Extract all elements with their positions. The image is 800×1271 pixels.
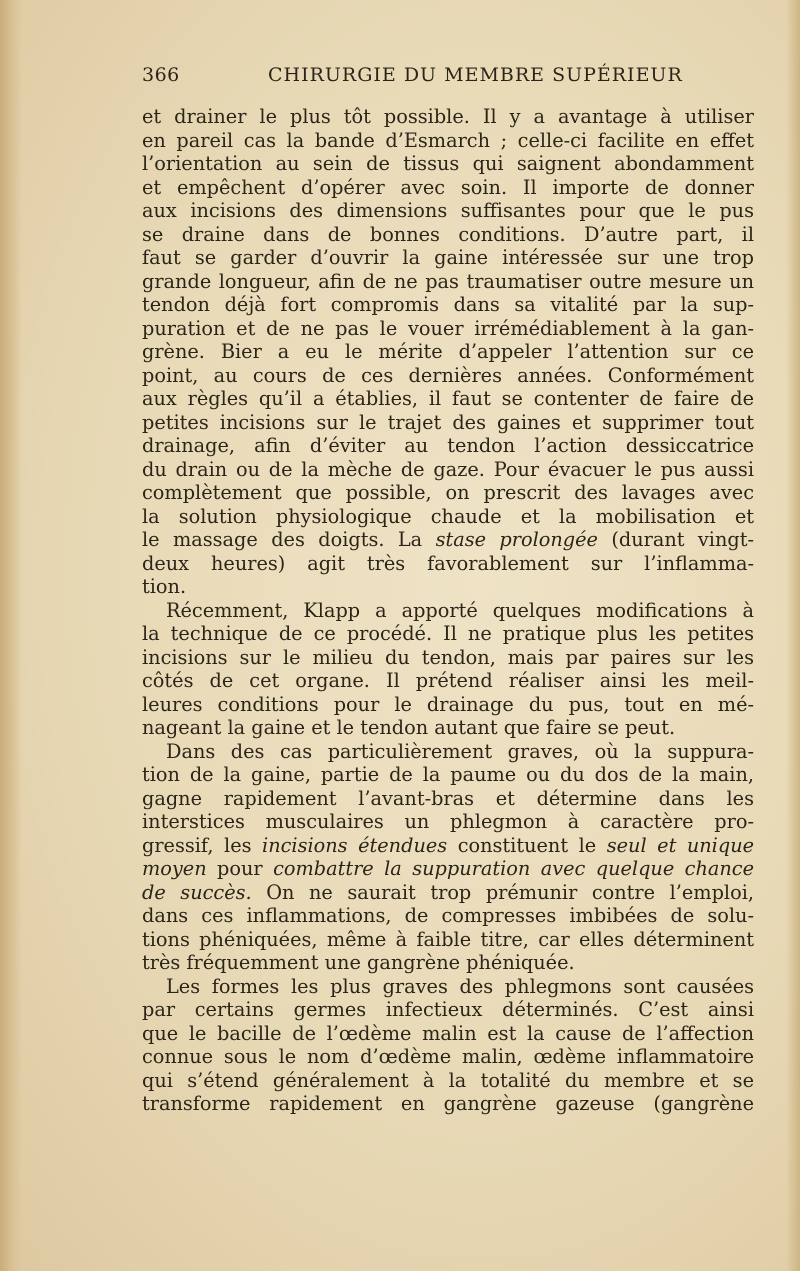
text-segment: en pareil cas la bande d’Esmarch ; celle-ci facilite en effet bbox=[142, 128, 754, 152]
text-segment: gagne rapidement l’avant-bras et détermine dans les bbox=[142, 786, 754, 810]
text-line bbox=[142, 152, 754, 176]
text-line bbox=[142, 1069, 754, 1093]
text-segment: petites incisions sur le trajet des gaines et supprimer tout bbox=[142, 410, 754, 434]
italic-text: seul et unique bbox=[606, 833, 755, 857]
text-line bbox=[142, 1092, 754, 1116]
text-segment: tendon déjà fort compromis dans sa vitalité par la sup- bbox=[142, 293, 754, 316]
text-line bbox=[142, 763, 754, 787]
italic-text: combattre la suppuration avec quelque chance bbox=[273, 857, 754, 880]
text-segment: transforme rapidement en gangrène gazeuse (gangrène bbox=[142, 1092, 754, 1115]
text-segment: par certains germes infectieux déterminés. C’est ainsi bbox=[142, 998, 754, 1021]
text-segment: qui s’étend généralement à la totalité du membre et se bbox=[142, 1068, 754, 1092]
italic-text: incisions étendues bbox=[262, 833, 448, 857]
text-line bbox=[142, 528, 754, 552]
text-segment: deux heures) agit très favorablement sur l’inflamma- bbox=[142, 551, 754, 575]
text-segment: grène. Bier a eu le mérite d’appeler l’attention sur ce bbox=[142, 340, 754, 363]
text-segment: l’orientation au sein de tissus qui saignent abondamment bbox=[142, 152, 754, 175]
text-segment: tion. bbox=[142, 575, 187, 598]
text-line bbox=[142, 669, 754, 693]
page-number: 366 bbox=[142, 64, 180, 86]
text-line bbox=[142, 387, 754, 411]
text-segment: incisions sur le milieu du tendon, mais par paires sur les bbox=[142, 645, 754, 669]
text-segment: que le bacille de l’œdème malin est la cause de l’affection bbox=[142, 1021, 754, 1045]
text-segment: se draine dans de bonnes conditions. D’autre part, il bbox=[142, 222, 754, 246]
text-line bbox=[142, 857, 754, 881]
text-line bbox=[142, 834, 754, 858]
text-line bbox=[142, 716, 754, 740]
text-segment: et drainer le plus tôt possible. Il y a avantage à utiliser bbox=[142, 105, 754, 128]
page-left-edge-shadow bbox=[0, 0, 22, 1271]
text-line bbox=[142, 693, 754, 717]
text-line bbox=[142, 575, 754, 599]
text-segment: tion de la gaine, partie de la paume ou du dos de la main, bbox=[142, 763, 754, 786]
running-title: CHIRURGIE DU MEMBRE SUPÉRIEUR bbox=[268, 64, 683, 86]
text-segment: grande longueur, afin de ne pas traumatiser outre mesure un bbox=[142, 269, 754, 293]
text-line bbox=[142, 998, 754, 1022]
text-segment: On ne saurait trop prémunir contre l’emploi, bbox=[251, 880, 754, 904]
text-line bbox=[142, 434, 754, 458]
text-segment: interstices musculaires un phlegmon à caractère pro- bbox=[142, 810, 754, 833]
text-segment: puration et de ne pas le vouer irrémédiablement à la gan- bbox=[142, 316, 754, 340]
text-line bbox=[142, 951, 754, 975]
text-segment: (durant vingt- bbox=[597, 528, 754, 551]
text-line bbox=[142, 270, 754, 294]
italic-text: moyen bbox=[142, 857, 207, 880]
text-line bbox=[142, 458, 754, 482]
text-line bbox=[142, 411, 754, 435]
text-segment: du drain ou de la mèche de gaze. Pour évacuer le pus aussi bbox=[142, 457, 754, 481]
text-segment: la solution physiologique chaude et la mobilisation et bbox=[142, 504, 754, 528]
text-line bbox=[142, 293, 754, 317]
text-line bbox=[142, 317, 754, 341]
text-segment: aux incisions des dimensions suffisantes pour que le pus bbox=[142, 199, 754, 222]
text-line bbox=[142, 105, 754, 129]
text-segment: drainage, afin d’éviter au tendon l’action dessiccatrice bbox=[142, 434, 754, 457]
text-line bbox=[142, 129, 754, 153]
text-segment: Les formes les plus graves des phlegmons sont causées bbox=[166, 974, 754, 998]
text-line bbox=[142, 364, 754, 388]
text-line bbox=[142, 199, 754, 223]
text-segment: pour bbox=[206, 857, 274, 880]
text-line bbox=[142, 505, 754, 529]
text-segment: nageant la gaine et le tendon autant que faire se peut. bbox=[142, 716, 676, 739]
text-line bbox=[142, 246, 754, 270]
text-line bbox=[142, 340, 754, 364]
text-segment: et empêchent d’opérer avec soin. Il importe de donner bbox=[142, 175, 754, 199]
text-segment: côtés de cet organe. Il prétend réaliser ainsi les meil- bbox=[142, 669, 754, 692]
text-line bbox=[142, 552, 754, 576]
text-line bbox=[142, 740, 754, 764]
text-line bbox=[142, 481, 754, 505]
text-line bbox=[142, 599, 754, 623]
text-segment: gressif, les bbox=[142, 833, 263, 857]
text-line bbox=[142, 787, 754, 811]
text-line bbox=[142, 176, 754, 200]
text-segment: Dans des cas particulièrement graves, où la suppura- bbox=[166, 739, 754, 763]
text-line bbox=[142, 881, 754, 905]
text-segment: constituent le bbox=[447, 833, 607, 857]
text-segment: complètement que possible, on prescrit des lavages avec bbox=[142, 481, 754, 504]
text-segment: aux règles qu’il a établies, il faut se contenter de faire de bbox=[142, 387, 754, 410]
text-line bbox=[142, 223, 754, 247]
text-line bbox=[142, 622, 754, 646]
body-text bbox=[142, 105, 754, 1116]
text-segment: dans ces inflammations, de compresses imbibées de solu- bbox=[142, 904, 754, 927]
italic-text: de succès. bbox=[142, 880, 252, 904]
text-line bbox=[142, 646, 754, 670]
text-segment: leures conditions pour le drainage du pus, tout en mé- bbox=[142, 692, 754, 716]
page-right-edge-shadow bbox=[786, 0, 800, 1271]
text-segment: connue sous le nom d’œdème malin, œdème inflammatoire bbox=[142, 1045, 754, 1068]
text-segment: le massage des doigts. La bbox=[142, 528, 436, 551]
text-segment: la technique de ce procédé. Il ne pratique plus les petites bbox=[142, 622, 754, 645]
page-header bbox=[142, 64, 752, 94]
text-segment: Récemment, Klapp a apporté quelques modifications à bbox=[166, 598, 754, 622]
text-segment: point, au cours de ces dernières années. Conformément bbox=[142, 363, 754, 387]
text-segment: faut se garder d’ouvrir la gaine intéressée sur une trop bbox=[142, 246, 754, 269]
text-segment: très fréquemment une gangrène phéniquée. bbox=[142, 951, 575, 974]
text-line bbox=[142, 810, 754, 834]
text-segment: tions phéniquées, même à faible titre, car elles déterminent bbox=[142, 927, 754, 951]
italic-text: stase prolongée bbox=[435, 528, 598, 551]
text-line bbox=[142, 904, 754, 928]
text-line bbox=[142, 1045, 754, 1069]
text-line bbox=[142, 975, 754, 999]
text-line bbox=[142, 928, 754, 952]
text-line bbox=[142, 1022, 754, 1046]
